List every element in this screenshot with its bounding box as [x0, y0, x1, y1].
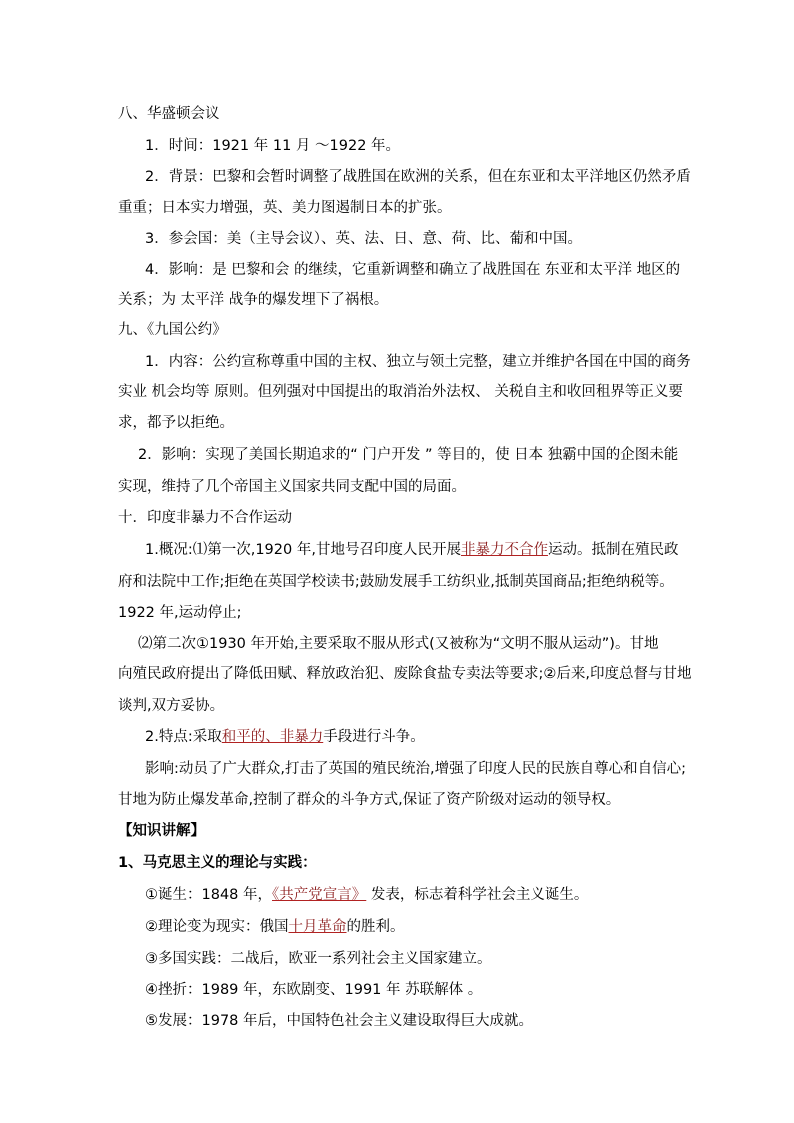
knowledge-b-post: 的胜利。 [346, 919, 405, 935]
sec9-item-1a: 1．内容：公约宣称尊重中国的主权、独立与领土完整，建立并维护各国在中国的商务 [145, 354, 691, 370]
sec10-para-4b: 甘地为防止爆发革命,控制了群众的斗争方式,保证了资产阶级对运动的领导权。 [118, 792, 621, 808]
knowledge-item-b [145, 917, 405, 937]
sec9-item-2b: 实现，维持了几个帝国主义国家共同支配中国的局面。 [118, 479, 466, 495]
knowledge-a-pre: ①诞生：1848 年， [145, 887, 273, 903]
knowledge-item-a [145, 885, 588, 905]
knowledge-item-d: ④挫折：1989 年，东欧剧变、1991 年 苏联解体 。 [145, 982, 483, 998]
knowledge-item-e: ⑤发展：1978 年后，中国特色社会主义建设取得巨大成就。 [145, 1013, 534, 1029]
underlined-term-manifesto: 《共产党宣言》 [272, 887, 367, 903]
sec8-item-2a: 2．背景：巴黎和会暂时调整了战胜国在欧洲的关系，但在东亚和太平洋地区仍然矛盾 [145, 169, 691, 185]
sec10-p3-post: 手段进行斗争。 [323, 729, 425, 745]
section-9-title: 九、《九国公约》 [118, 322, 227, 338]
sec8-item-3: 3．参会国：美（主导会议）、英、法、日、意、荷、比、葡和中国。 [145, 231, 582, 247]
sec8-item-4b: 关系；为 太平洋 战争的爆发埋下了祸根。 [118, 292, 389, 308]
sec10-para-1a [145, 540, 678, 560]
sec10-p3-pre: 2.特点:采取 [145, 729, 222, 745]
sec8-item-2b: 重重；日本实力增强，英、美力图遏制日本的扩张。 [118, 200, 452, 216]
sec8-item-4a: 4．影响：是 巴黎和会 的继续，它重新调整和确立了战胜国在 东亚和太平洋 地区的 [145, 262, 681, 278]
knowledge-title: 【知识讲解】 [118, 823, 205, 839]
sec10-para-2b: 向殖民政府提出了降低田赋、释放政治犯、废除食盐专卖法等要求;②后来,印度总督与甘地 [118, 666, 692, 682]
sec10-para-2a: ⑵第二次①1930 年开始,主要采取不服从形式(又被称为“文明不服从运动”)。甘地 [138, 636, 659, 652]
sec9-item-2a: 2．影响：实现了美国长期追求的“ 门户开发 ” 等目的，使 日本 独霸中国的企图未能 [138, 447, 679, 463]
sec10-p1-post: 运动。抵制在殖民政 [547, 542, 679, 558]
sec9-item-1c: 求，都予以拒绝。 [118, 415, 234, 431]
underlined-term-peaceful: 和平的、非暴力 [221, 729, 324, 745]
underlined-term-october-revolution: 十月革命 [288, 919, 347, 935]
sec10-para-1b: 府和法院中工作;拒绝在英国学校读书;鼓励发展手工纺织业,抵制英国商品;拒绝纳税等。 [118, 574, 674, 590]
section-8-title: 八、华盛顿会议 [118, 106, 220, 122]
section-10-title: 十．印度非暴力不合作运动 [118, 510, 292, 526]
knowledge-a-post: 发表，标志着科学社会主义诞生。 [366, 887, 589, 903]
underlined-term-nonviolence: 非暴力不合作 [460, 542, 548, 558]
knowledge-subtitle: 1、马克思主义的理论与实践： [118, 855, 317, 871]
sec9-item-1b: 实业 机会均等 原则。但列强对中国提出的取消治外法权、 关税自主和收回租界等正义要 [118, 384, 683, 400]
sec10-para-4a: 影响:动员了广大群众,打击了英国的殖民统治,增强了印度人民的民族自尊心和自信心; [145, 761, 686, 777]
sec10-para-1c: 1922 年,运动停止; [118, 605, 242, 621]
sec8-item-1: 1．时间：1921 年 11 月 ～1922 年。 [145, 138, 401, 154]
knowledge-b-pre: ②理论变为现实：俄国 [145, 919, 289, 935]
sec10-para-3 [145, 727, 425, 747]
sec10-p1-pre: 1.概况:⑴第一次,1920 年,甘地号召印度人民开展 [145, 542, 461, 558]
knowledge-item-c: ③多国实践：二战后，欧亚一系列社会主义国家建立。 [145, 951, 492, 967]
sec10-para-2c: 谈判,双方妥协。 [118, 698, 225, 714]
